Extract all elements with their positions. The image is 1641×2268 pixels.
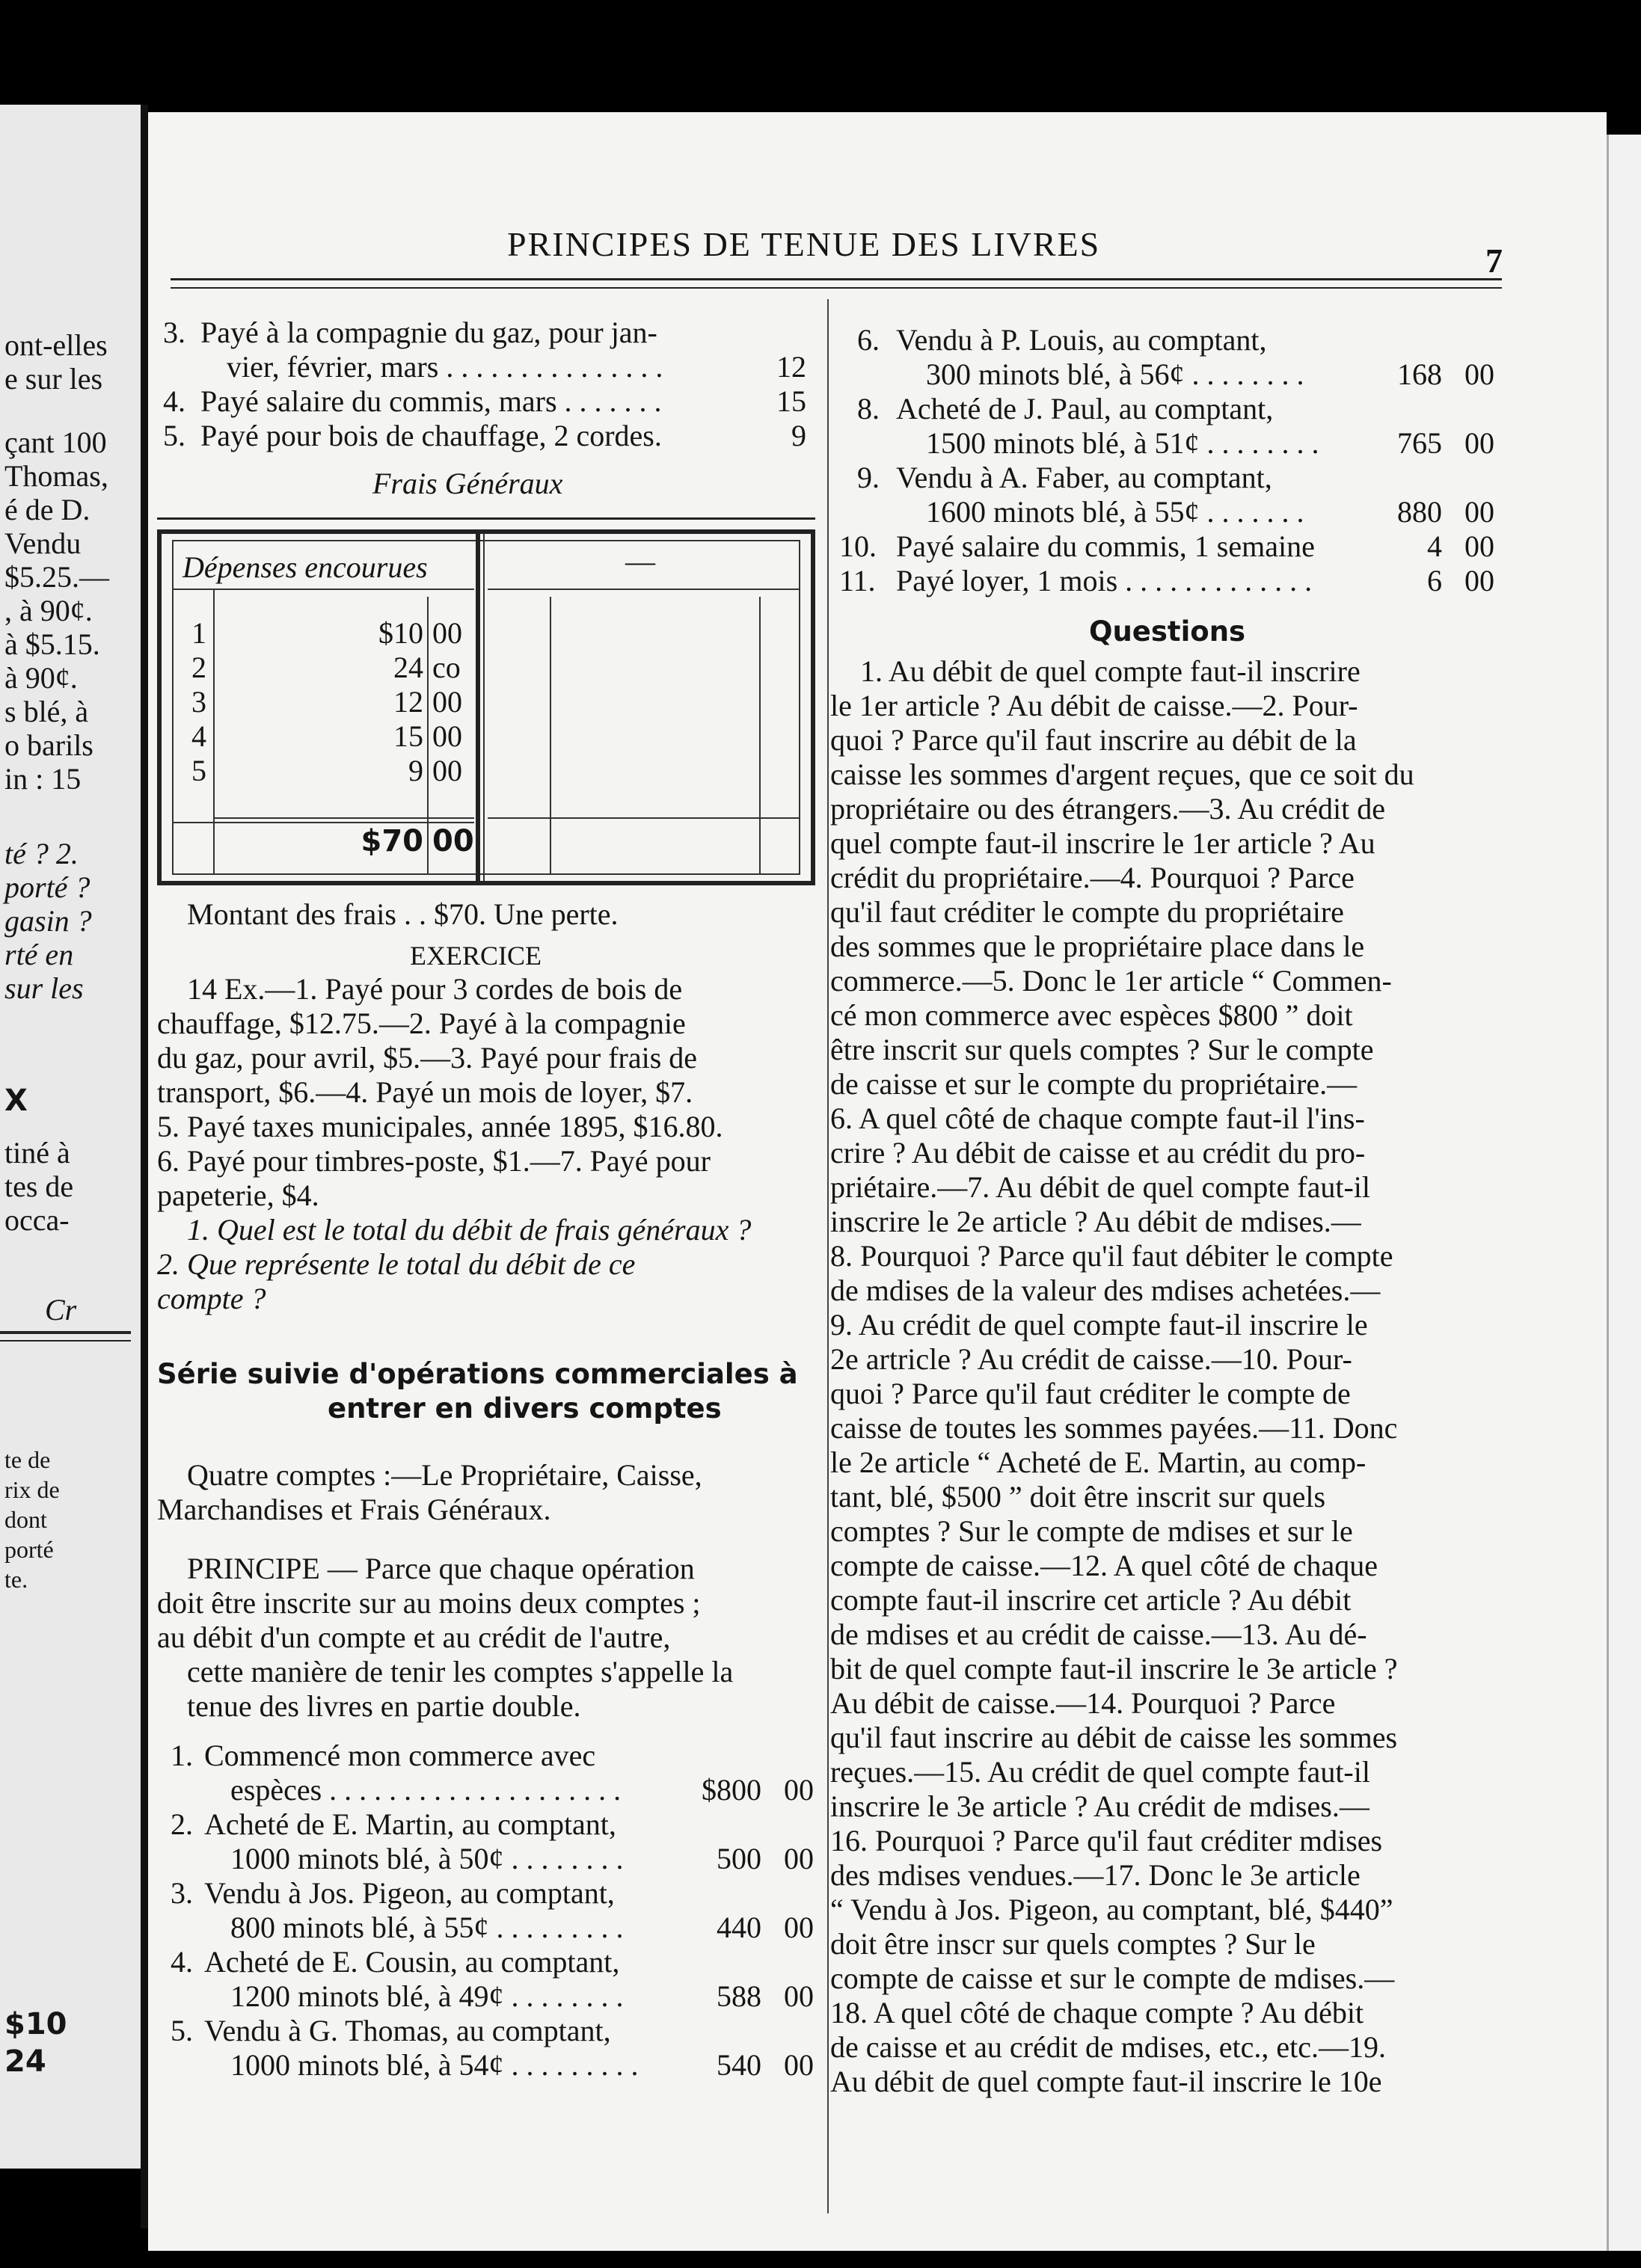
principe-line: doit être inscrite sur au moins deux comptes ; bbox=[157, 1586, 701, 1620]
exercise-line: transport, $6.—4. Payé un mois de loyer, $7. bbox=[157, 1075, 693, 1109]
transaction-number: 5. bbox=[171, 2014, 193, 2047]
question-line: de mdises de la valeur des mdises achetées.— bbox=[830, 1273, 1381, 1307]
left-fragment: o barils bbox=[4, 728, 93, 762]
left-fragment: ont-elles bbox=[4, 328, 108, 362]
left-rule bbox=[0, 1340, 131, 1342]
page-edge bbox=[1607, 135, 1641, 2251]
question-line: compte faut-il inscrire cet article ? Au débit bbox=[830, 1583, 1352, 1617]
ledger-row-dollars: 15 bbox=[393, 719, 423, 753]
transaction-cents: 00 bbox=[784, 2048, 814, 2082]
left-fragment: X bbox=[4, 1084, 28, 1118]
item-text: Payé salaire du commis, mars . . . . . . . bbox=[200, 384, 662, 418]
ledger-total-cents: 00 bbox=[432, 824, 474, 858]
left-fragment: gasin ? bbox=[4, 904, 92, 938]
transaction-dollars: 4 bbox=[1427, 529, 1442, 563]
transaction-dollars: 588 bbox=[717, 1979, 761, 2013]
exercise-line: papeterie, $4. bbox=[157, 1178, 319, 1212]
transaction-number: 11. bbox=[839, 564, 876, 597]
item-number: 3. bbox=[163, 316, 185, 349]
question-line: Au débit de quel compte faut-il inscrire le 10e bbox=[830, 2065, 1382, 2098]
left-fragment: dont bbox=[4, 1506, 47, 1533]
left-page-fragment bbox=[0, 105, 144, 2169]
item-text: Payé à la compagnie du gaz, pour jan- bbox=[200, 316, 657, 349]
question-line: caisse de toutes les sommes payées.—11. Donc bbox=[830, 1411, 1398, 1445]
ledger-row-number: 3 bbox=[191, 685, 206, 719]
transaction-cents: 00 bbox=[784, 1773, 814, 1807]
question-line: 6. A quel côté de chaque compte faut-il l'ins- bbox=[830, 1101, 1365, 1135]
ledger-debit-header: Dépenses encourues bbox=[182, 550, 428, 584]
question-line: 16. Pourquoi ? Parce qu'il faut créditer mdises bbox=[830, 1824, 1383, 1857]
left-fragment: é de D. bbox=[4, 493, 91, 526]
left-fragment: tiné à bbox=[4, 1136, 70, 1170]
exercise-line: chauffage, $12.75.—2. Payé à la compagnie bbox=[157, 1007, 686, 1040]
left-fragment: çant 100 bbox=[4, 425, 107, 459]
exercise-heading: EXERCICE bbox=[410, 941, 542, 971]
question-line: caisse les sommes d'argent reçues, que ce soit du bbox=[830, 757, 1414, 791]
left-fragment: té ? 2. bbox=[4, 837, 79, 870]
running-head: PRINCIPES DE TENUE DES LIVRES bbox=[507, 225, 1101, 263]
transaction-text: 800 minots blé, à 55¢ . . . . . . . . . bbox=[230, 1911, 624, 1944]
transaction-cents: 00 bbox=[1464, 529, 1494, 563]
question-line: inscrire le 3e article ? Au crédit de mdises.— bbox=[830, 1789, 1369, 1823]
exercise-question: 1. Quel est le total du débit de frais généraux ? bbox=[187, 1213, 752, 1247]
exercise-line: 6. Payé pour timbres-poste, $1.—7. Payé pour bbox=[157, 1144, 711, 1178]
ledger-credit-header: — bbox=[625, 544, 655, 578]
transaction-dollars: 540 bbox=[717, 2048, 761, 2082]
question-line: tant, blé, $500 ” doit être inscrit sur quels bbox=[830, 1480, 1326, 1513]
question-line: compte de caisse et sur le compte de mdises.— bbox=[830, 1961, 1395, 1995]
series-heading: Série suivie d'opérations commerciales à bbox=[157, 1358, 798, 1390]
ledger-rules bbox=[162, 534, 811, 881]
ledger-row-cents: 00 bbox=[432, 616, 462, 650]
series-heading: entrer en divers comptes bbox=[328, 1392, 722, 1425]
question-line: compte de caisse.—12. A quel côté de chaque bbox=[830, 1549, 1378, 1582]
transaction-cents: 00 bbox=[1464, 495, 1494, 529]
exercise-question: 2. Que représente le total du débit de ce bbox=[157, 1247, 636, 1281]
question-line: priétaire.—7. Au débit de quel compte faut-il bbox=[830, 1170, 1370, 1204]
principe-line: PRINCIPE — Parce que chaque opération bbox=[187, 1552, 695, 1585]
quatre-comptes: Quatre comptes :—Le Propriétaire, Caisse, bbox=[187, 1458, 702, 1492]
transaction-cents: 00 bbox=[784, 1842, 814, 1875]
transaction-text: Commencé mon commerce avec bbox=[204, 1739, 596, 1772]
head-rule bbox=[171, 278, 1502, 280]
left-fragment: s blé, à bbox=[4, 695, 89, 728]
question-line: propriétaire ou des étrangers.—3. Au crédit de bbox=[830, 792, 1385, 826]
question-line: 18. A quel côté de chaque compte ? Au débit bbox=[830, 1996, 1364, 2029]
transaction-dollars: 765 bbox=[1397, 426, 1442, 460]
principe-line: au débit d'un compte et au crédit de l'autre, bbox=[157, 1620, 671, 1654]
transaction-dollars: 6 bbox=[1427, 564, 1442, 597]
transaction-number: 8. bbox=[857, 392, 880, 425]
questions-heading: Questions bbox=[1089, 615, 1246, 648]
exercise-line: du gaz, pour avril, $5.—3. Payé pour frais de bbox=[157, 1041, 698, 1075]
left-fragment: porté ? bbox=[4, 870, 91, 904]
question-line: bit de quel compte faut-il inscrire le 3e article ? bbox=[830, 1652, 1398, 1685]
question-line: le 1er article ? Au débit de caisse.—2. Pour- bbox=[830, 689, 1358, 722]
transaction-number: 4. bbox=[171, 1945, 193, 1979]
page-number: 7 bbox=[1485, 242, 1503, 280]
transaction-number: 10. bbox=[839, 529, 877, 563]
question-line: de caisse et au crédit de mdises, etc., etc.—19. bbox=[830, 2030, 1387, 2064]
ledger-total-dollars: $70 bbox=[361, 824, 423, 858]
ledger-row-dollars: 24 bbox=[393, 651, 423, 684]
ledger-row-cents: 00 bbox=[432, 719, 462, 753]
left-fragment: 24 bbox=[4, 2044, 46, 2079]
left-fragment: porté bbox=[4, 1536, 54, 1563]
left-fragment: , à 90¢. bbox=[4, 594, 93, 627]
transaction-number: 3. bbox=[171, 1876, 193, 1910]
transaction-number: 9. bbox=[857, 461, 880, 494]
item-text: Payé pour bois de chauffage, 2 cordes. bbox=[200, 419, 662, 452]
question-line: 1. Au débit de quel compte faut-il inscrire bbox=[860, 654, 1361, 688]
left-fragment: à $5.15. bbox=[4, 627, 100, 661]
transaction-text: 1600 minots blé, à 55¢ . . . . . . . bbox=[926, 495, 1304, 529]
question-line: qu'il faut créditer le compte du propriétaire bbox=[830, 895, 1344, 929]
transaction-text: 1500 minots blé, à 51¢ . . . . . . . . bbox=[926, 426, 1319, 460]
transaction-dollars: 500 bbox=[717, 1842, 761, 1875]
left-fragment: e sur les bbox=[4, 362, 103, 396]
ledger-row-dollars: $10 bbox=[378, 616, 423, 650]
ledger-row-number: 5 bbox=[191, 754, 206, 787]
left-fragment: Cr bbox=[45, 1293, 77, 1327]
left-fragment: $10 bbox=[4, 2007, 67, 2041]
question-line: de mdises et au crédit de caisse.—13. Au dé- bbox=[830, 1617, 1367, 1651]
exercise-line: 14 Ex.—1. Payé pour 3 cordes de bois de bbox=[187, 972, 683, 1006]
question-line: qu'il faut inscrire au débit de caisse les sommes bbox=[830, 1721, 1398, 1754]
transaction-cents: 00 bbox=[1464, 426, 1494, 460]
item-amount: 9 bbox=[791, 419, 806, 452]
transaction-text: Vendu à G. Thomas, au comptant, bbox=[204, 2014, 611, 2047]
left-fragment: à 90¢. bbox=[4, 661, 78, 695]
montant-line: Montant des frais . . $70. Une perte. bbox=[187, 897, 619, 931]
left-fragment: rté en bbox=[4, 938, 74, 971]
question-line: des mdises vendues.—17. Donc le 3e article bbox=[830, 1858, 1361, 1892]
principe-line: cette manière de tenir les comptes s'appelle la bbox=[187, 1655, 734, 1688]
left-fragment: occa- bbox=[4, 1203, 70, 1237]
transaction-text: Acheté de E. Martin, au comptant, bbox=[204, 1807, 616, 1841]
question-line: comptes ? Sur le compte de mdises et sur le bbox=[830, 1514, 1353, 1548]
transaction-cents: 00 bbox=[784, 1911, 814, 1944]
ledger-row-dollars: 12 bbox=[393, 685, 423, 719]
principe-line: tenue des livres en partie double. bbox=[187, 1689, 581, 1723]
question-line: de caisse et sur le compte du propriétaire.— bbox=[830, 1067, 1358, 1101]
item-number: 5. bbox=[163, 419, 185, 452]
transaction-text: 1000 minots blé, à 54¢ . . . . . . . . . bbox=[230, 2048, 639, 2082]
page bbox=[148, 112, 1607, 2251]
left-fragment: te. bbox=[4, 1566, 28, 1593]
transaction-cents: 00 bbox=[1464, 564, 1494, 597]
ledger-row-number: 2 bbox=[191, 651, 206, 684]
left-fragment: rix de bbox=[4, 1476, 60, 1503]
ledger-row-cents: 00 bbox=[432, 754, 462, 787]
question-line: Au débit de caisse.—14. Pourquoi ? Parce bbox=[830, 1686, 1336, 1720]
transaction-dollars: 168 bbox=[1397, 357, 1442, 391]
head-rule bbox=[171, 287, 1502, 289]
transaction-text: Acheté de J. Paul, au comptant, bbox=[896, 392, 1274, 425]
ledger-row-number: 4 bbox=[191, 719, 206, 753]
ledger-row-dollars: 9 bbox=[408, 754, 423, 787]
left-fragment: te de bbox=[4, 1446, 51, 1473]
ledger-row-number: 1 bbox=[191, 616, 206, 650]
question-line: quel compte faut-il inscrire le 1er article ? Au bbox=[830, 826, 1375, 860]
item-number: 4. bbox=[163, 384, 185, 418]
item-text: vier, février, mars . . . . . . . . . . . . . . . bbox=[227, 350, 663, 384]
question-line: crire ? Au débit de caisse et au crédit du pro- bbox=[830, 1136, 1366, 1170]
exercise-line: 5. Payé taxes municipales, année 1895, $16.80. bbox=[157, 1110, 723, 1143]
question-line: doit être inscr sur quels comptes ? Sur le bbox=[830, 1927, 1316, 1961]
question-line: 8. Pourquoi ? Parce qu'il faut débiter le compte bbox=[830, 1239, 1393, 1273]
ledger-row-cents: 00 bbox=[432, 685, 462, 719]
question-line: quoi ? Parce qu'il faut inscrire au débit de la bbox=[830, 723, 1357, 757]
question-line: “ Vendu à Jos. Pigeon, au comptant, blé, $440” bbox=[830, 1893, 1393, 1926]
question-line: 9. Au crédit de quel compte faut-il inscrire le bbox=[830, 1308, 1368, 1342]
column-divider bbox=[827, 299, 829, 2213]
transaction-text: espèces . . . . . . . . . . . . . . . . . . . . bbox=[230, 1773, 622, 1807]
transaction-text: 1000 minots blé, à 50¢ . . . . . . . . bbox=[230, 1842, 624, 1875]
question-line: commerce.—5. Donc le 1er article “ Commen- bbox=[830, 964, 1392, 998]
left-fragment: $5.25.— bbox=[4, 560, 109, 594]
question-line: des sommes que le propriétaire place dans le bbox=[830, 929, 1365, 963]
question-line: crédit du propriétaire.—4. Pourquoi ? Parce bbox=[830, 861, 1355, 894]
questions-body bbox=[830, 654, 1503, 2099]
account-title: Frais Généraux bbox=[372, 467, 563, 500]
transaction-dollars: $800 bbox=[702, 1773, 761, 1807]
question-line: quoi ? Parce qu'il faut créditer le compte de bbox=[830, 1377, 1351, 1410]
transaction-number: 6. bbox=[857, 323, 880, 357]
page-gutter bbox=[141, 105, 148, 2228]
question-line: cé mon commerce avec espèces $800 ” doit bbox=[830, 998, 1353, 1032]
transaction-text: Payé salaire du commis, 1 semaine bbox=[896, 529, 1315, 563]
transaction-text: Payé loyer, 1 mois . . . . . . . . . . . . . bbox=[896, 564, 1313, 597]
item-amount: 12 bbox=[776, 350, 806, 384]
ledger-row-cents: co bbox=[432, 651, 461, 684]
left-fragment: tes de bbox=[4, 1170, 74, 1203]
transaction-cents: 00 bbox=[1464, 357, 1494, 391]
left-fragment: in : 15 bbox=[4, 762, 82, 796]
left-fragment: sur les bbox=[4, 971, 84, 1005]
transaction-number: 2. bbox=[171, 1807, 193, 1841]
transaction-cents: 00 bbox=[784, 1979, 814, 2013]
left-rule bbox=[0, 1331, 131, 1334]
left-fragment: Thomas, bbox=[4, 459, 108, 493]
left-fragment: Vendu bbox=[4, 526, 82, 560]
question-line: 2e artricle ? Au crédit de caisse.—10. Pour- bbox=[830, 1342, 1352, 1376]
question-line: être inscrit sur quels comptes ? Sur le compte bbox=[830, 1033, 1374, 1066]
transaction-number: 1. bbox=[171, 1739, 193, 1772]
transaction-dollars: 440 bbox=[717, 1911, 761, 1944]
transaction-text: Vendu à P. Louis, au comptant, bbox=[896, 323, 1267, 357]
transaction-text: 1200 minots blé, à 49¢ . . . . . . . . bbox=[230, 1979, 624, 2013]
item-amount: 15 bbox=[776, 384, 806, 418]
transaction-dollars: 880 bbox=[1397, 495, 1442, 529]
transaction-text: 300 minots blé, à 56¢ . . . . . . . . bbox=[926, 357, 1304, 391]
question-line: inscrire le 2e article ? Au débit de mdises.— bbox=[830, 1205, 1361, 1238]
ledger-account bbox=[157, 529, 815, 885]
transaction-text: Acheté de E. Cousin, au comptant, bbox=[204, 1945, 620, 1979]
question-line: le 2e article “ Acheté de E. Martin, au comp- bbox=[830, 1445, 1367, 1479]
question-line: reçues.—15. Au crédit de quel compte faut-il bbox=[830, 1755, 1370, 1789]
transaction-text: Vendu à Jos. Pigeon, au comptant, bbox=[204, 1876, 615, 1910]
ledger-top-rule bbox=[157, 517, 815, 520]
transaction-text: Vendu à A. Faber, au comptant, bbox=[896, 461, 1272, 494]
quatre-comptes: Marchandises et Frais Généraux. bbox=[157, 1493, 551, 1526]
exercise-question: compte ? bbox=[157, 1282, 266, 1315]
